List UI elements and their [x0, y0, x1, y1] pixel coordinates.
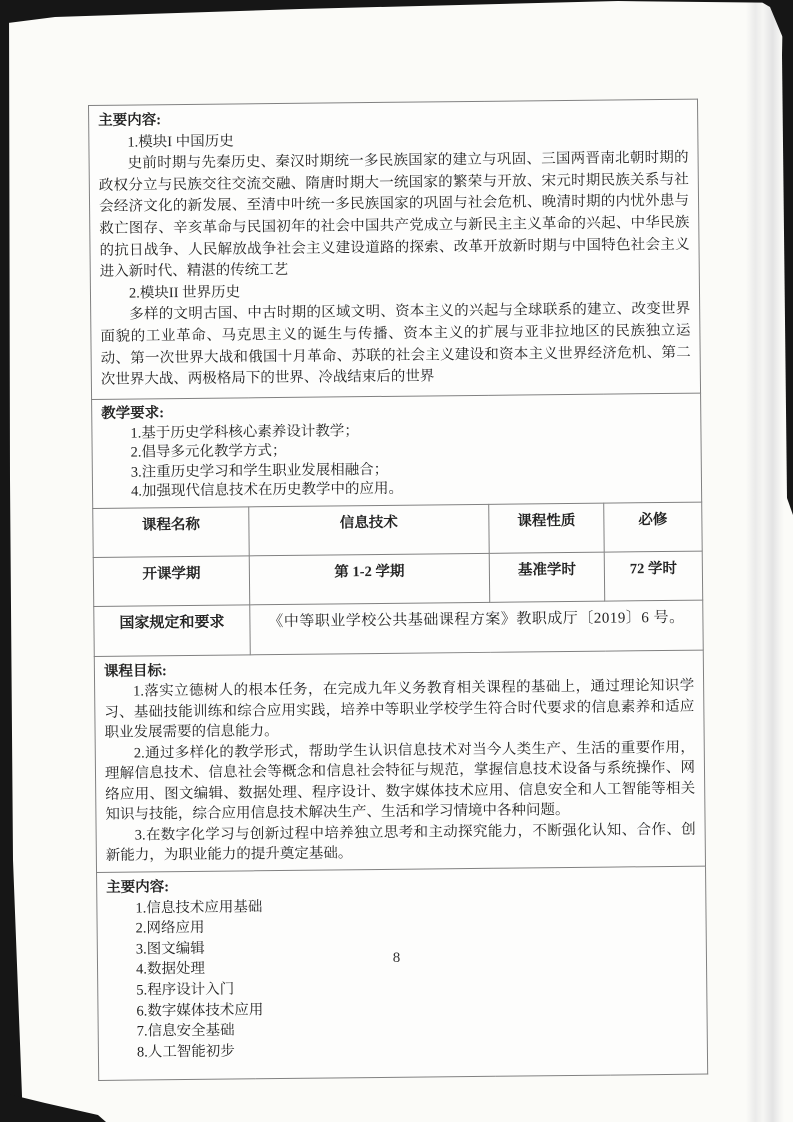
teaching-requirement-item: 1.基于历史学科核心素养设计教学；: [130, 422, 359, 442]
page-number: 8: [392, 950, 401, 966]
course-objectives-row: [94, 650, 705, 872]
it-content-item: 2.网络应用: [135, 919, 205, 937]
scan-edge-bottom-left: [0, 1092, 106, 1122]
regulation-label: 国家规定和要求: [94, 605, 251, 657]
teaching-requirement-item: 3.注重历史学习和学生职业发展相融合；: [130, 461, 389, 481]
course-objectives-label: 课程目标:: [103, 663, 167, 680]
history-main-content-row: [89, 99, 701, 399]
course-name-label: 课程名称: [93, 507, 250, 558]
course-table: [88, 99, 708, 1081]
it-main-content-label: 主要内容:: [106, 879, 170, 896]
course-name-value: 信息技术: [249, 504, 489, 556]
teaching-requirement-item: 4.加强现代信息技术在历史教学中的应用。: [130, 481, 403, 500]
regulation-value: 《中等职业学校公共基础课程方案》教职成厅〔2019〕6 号。: [250, 600, 704, 655]
it-content-item: 7.信息安全基础: [136, 1022, 235, 1040]
it-content-item: 4.数据处理: [135, 961, 206, 978]
teaching-requirements-row: [92, 393, 702, 508]
course-objectives-cell: [94, 650, 705, 872]
it-content-item: 3.图文编辑: [135, 940, 205, 958]
course-objective-item: 3.在数字化学习与创新过程中培养独立思考和主动探究能力，不断强化认知、合作、创新能力，为职业能力的提升奠定基础。: [105, 821, 696, 865]
history-main-content-cell: [89, 99, 701, 399]
page-fold-shadow: [746, 0, 784, 1122]
course-objective-item: 1.落实立德树人的根本任务，在完成九年义务教育相关课程的基础上，通过理论知识学习、基础技能训练和综合应用实践，培养中等职业学校学生符合时代要求的信息素养和适应职业发展需要的信息能力。: [104, 678, 695, 742]
teaching-requirements-label: 教学要求:: [101, 405, 165, 422]
page-content-area: [88, 99, 707, 1081]
course-nature-label: 课程性质: [489, 503, 605, 553]
base-hours-value: 72 学时: [604, 551, 703, 601]
module1-heading: 1.模块I 中国历史: [127, 133, 234, 151]
module1-paragraph: 史前时期与先秦历史、秦汉时期统一多民族国家的建立与巩固、三国两晋南北朝时期的政权分立与民族交往交流交融、隋唐时期大一统国家的繁荣与开放、宋元时期民族关系与社会经济文化的新发展、至清中叶统一多民族国家的巩固与社会危机、晚清时期的内忧外患与救亡图存、辛亥革命与民国初年的社会中国共产党成立与新民主主义革命的兴起、中华民族的抗日战争、人民解放战争社会主义建设道路的探索、改革开放新时期与中国特色社会主义进入新时代、精湛的传统工艺: [98, 149, 690, 281]
it-content-item: 5.程序设计入门: [136, 981, 235, 999]
module2-heading: 2.模块II 世界历史: [128, 284, 241, 302]
course-nature-value: 必修: [604, 502, 703, 552]
teaching-requirements-cell: [92, 393, 702, 508]
course-name-row: [93, 502, 703, 557]
it-main-content-row: [97, 866, 708, 1080]
regulation-row: [94, 600, 704, 656]
teaching-requirement-item: 2.倡导多元化教学方式；: [130, 443, 287, 461]
course-objective-item: 2.通过多样化的教学形式，帮助学生认识信息技术对当今人类生产、生活的重要作用，理解信息技术、信息社会等概念和信息社会特征与规范，掌握信息技术设备与系统操作、网络应用、图文编辑、数据处理、程序设计、数字媒体技术应用、信息安全和人工智能等相关知识与技能，综合应用信息技术解决生产、生活和学习情境中各种问题。: [104, 739, 696, 824]
base-hours-label: 基准学时: [489, 552, 605, 602]
it-main-content-cell: [97, 866, 708, 1080]
module2-paragraph: 多样的文明古国、中古时期的区域文明、资本主义的兴起与全球联系的建立、改变世界面貌的工业革命、马克思主义的诞生与传播、资本主义的扩展与亚非拉地区的民族独立运动、第一次世界大战和俄国十月革命、苏联的社会主义建设和资本主义世界经济危机、第二次世界大战、两极格局下的世界、冷战结束后的世界: [100, 301, 691, 389]
scan-edge-top: [0, 0, 793, 24]
it-content-item: 6.数字媒体技术应用: [136, 1001, 264, 1020]
it-content-item: 1.信息技术应用基础: [135, 898, 263, 917]
history-main-content-label: 主要内容:: [98, 112, 162, 129]
semester-row: [93, 551, 703, 606]
it-content-item: 8.人工智能初步: [136, 1043, 235, 1061]
semester-label: 开课学期: [93, 556, 250, 607]
semester-value: 第 1-2 学期: [249, 553, 489, 605]
